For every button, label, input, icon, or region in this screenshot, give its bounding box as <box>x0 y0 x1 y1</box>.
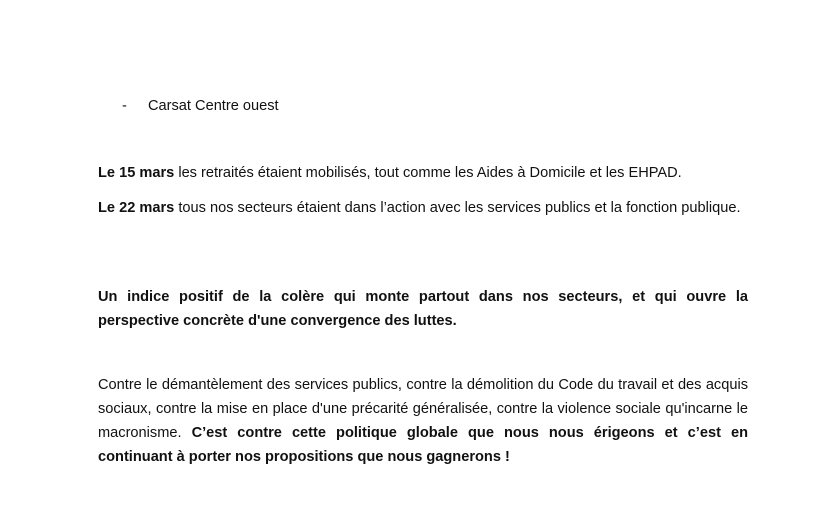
paragraph-22-mars-text: tous nos secteurs étaient dans l’action avec les services publics et la fonction publique. <box>174 200 741 216</box>
bullet-item <box>122 98 279 114</box>
paragraph-contre-conclusion: C’est contre cette politique globale que nous nous érigeons et c’est en continuant à porter nos propositions que nous gagnerons ! <box>98 425 748 465</box>
date-15-mars: Le 15 mars <box>98 165 175 181</box>
paragraph-15-mars <box>98 161 748 185</box>
paragraph-22-mars <box>98 196 748 220</box>
paragraph-indice-positif: Un indice positif de la colère qui monte partout dans nos secteurs, et qui ouvre la perspective concrète d'une convergence des luttes. <box>98 289 748 329</box>
paragraph-15-mars-text: les retraités étaient mobilisés, tout comme les Aides à Domicile et les EHPAD. <box>174 165 682 181</box>
bullet-text: Carsat Centre ouest <box>148 98 279 114</box>
paragraph-contre <box>98 373 748 469</box>
date-22-mars: Le 22 mars <box>98 200 175 216</box>
paragraph-contre-text: Contre le démantèlement des services publics, contre la démolition du Code du travail et des acquis sociaux, contre la mise en place d'une précarité généralisée, contre la violence sociale qu'incarne le macronisme. <box>98 377 748 441</box>
bullet-dash: - <box>122 98 127 114</box>
